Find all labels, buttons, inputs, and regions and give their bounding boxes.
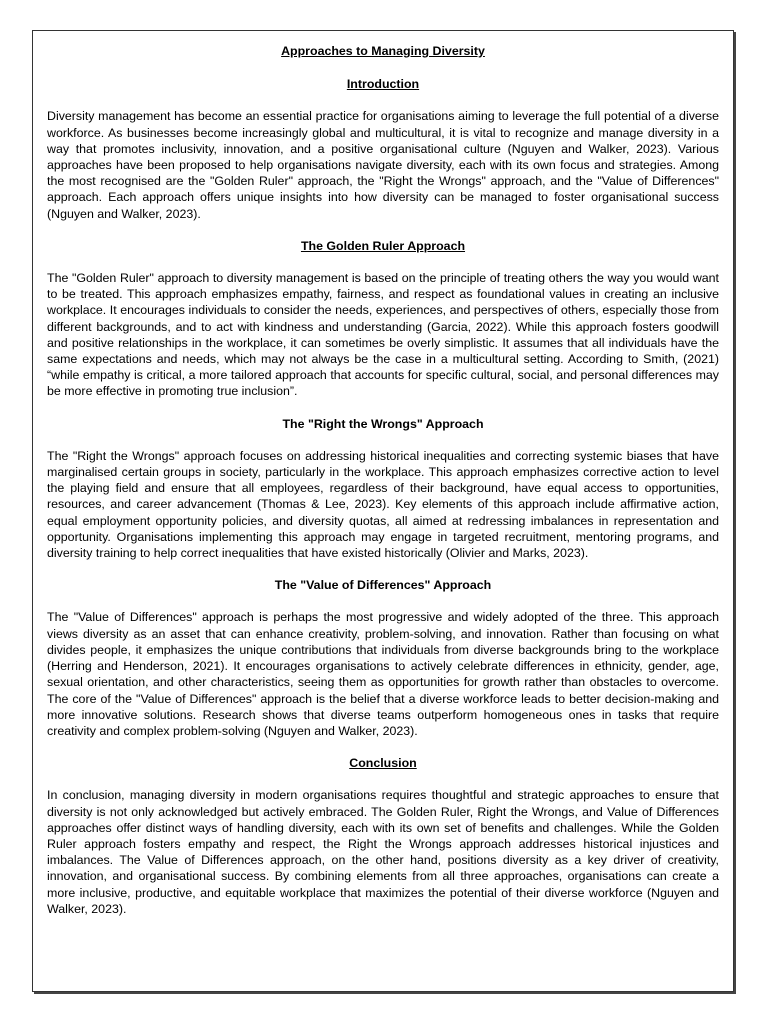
section-heading: Introduction: [346, 77, 420, 92]
section-introduction: [47, 76, 719, 222]
section-heading: The "Value of Differences" Approach: [274, 578, 492, 593]
section-golden-ruler: [47, 238, 719, 400]
section-paragraph: The "Right the Wrongs" approach focuses on addressing historical inequalities and correcting systemic biases that have marginalised certain groups in society, particularly in the workplace. This approach emphasizes corrective action to level the playing field and ensure that all employees, regardless of their background, have equal access to opportunities, resources, and career advancement (Thomas & Lee, 2023). Key elements of this approach include affirmative action, equal employment opportunity policies, and diversity quotas, all aimed at redressing imbalances in representation and opportunity. Organisations implementing this approach may engage in targeted recruitment, mentoring programs, and diversity training to help correct inequalities that have existed historically (Olivier and Marks, 2023).: [47, 448, 719, 561]
section-paragraph: In conclusion, managing diversity in modern organisations requires thoughtful and strategic approaches to ensure that diversity is not only acknowledged but actively embraced. The Golden Ruler, Right the Wrongs, and Value of Differences approaches offer distinct ways of handling diversity, each with its own set of benefits and challenges. While the Golden Ruler approach fosters empathy and respect, the Right the Wrongs approach addresses historical injustices and imbalances. The Value of Differences approach, on the other hand, positions diversity as a key driver of creativity, innovation, and organisational success. By combining elements from all three approaches, organisations can create a more inclusive, productive, and equitable workplace that maximizes the potential of their diverse workforce (Nguyen and Walker, 2023).: [47, 788, 719, 916]
section-right-the-wrongs: [47, 416, 719, 562]
section-heading: The Golden Ruler Approach: [300, 238, 466, 253]
document-title: Approaches to Managing Diversity: [281, 44, 485, 58]
section-heading: The "Right the Wrongs" Approach: [282, 416, 484, 431]
section-conclusion: [47, 755, 719, 917]
section-paragraph: The "Value of Differences" approach is perhaps the most progressive and widely adopted of the three. This approach views diversity as an asset that can enhance creativity, problem-solving, and innovation. Rather than focusing on what divides people, it emphasizes the unique contributions that individuals from diverse backgrounds bring to the workplace (Herring and Henderson, 2021). It encourages organisations to actively celebrate differences in ethnicity, gender, age, sexual orientation, and other characteristics, seeing them as opportunities for growth rather than obstacles to overcome. The core of the "Value of Differences" approach is the belief that a diverse workforce leads to better decision-making and more innovative solutions. Research shows that diverse teams outperform homogeneous ones in tasks that require creativity and complex problem-solving (Nguyen and Walker, 2023).: [47, 610, 719, 738]
section-paragraph: The "Golden Ruler" approach to diversity management is based on the principle of treating others the way you would want to be treated. This approach emphasizes empathy, fairness, and respect as foundational values in creating an inclusive workplace. It encourages individuals to consider the needs, experiences, and perspectives of others, especially those from different backgrounds, and to act with kindness and understanding (Garcia, 2022). While this approach fosters goodwill and positive relationships in the workplace, it can sometimes be overly simplistic. It assumes that all individuals have the same expectations and needs, which may not always be the case in a multicultural setting. According to Smith, (2021) “while empathy is critical, a more tailored approach that accounts for specific cultural, social, and personal differences may be more effective in promoting true inclusion”.: [47, 271, 719, 399]
document-body: [47, 43, 719, 917]
section-heading: Conclusion: [349, 756, 417, 771]
section-paragraph: Diversity management has become an essential practice for organisations aiming to leverage the full potential of a diverse workforce. As businesses become increasingly global and multicultural, it is vital to recognize and manage diversity in a way that promotes inclusivity, innovation, and a positive organisational culture (Nguyen and Walker, 2023). Various approaches have been proposed to help organisations navigate diversity, each with its own focus and strategies. Among the most recognised are the "Golden Ruler" approach, the "Right the Wrongs" approach, and the "Value of Differences" approach. Each approach offers unique insights into how diversity can be managed to foster organisational success (Nguyen and Walker, 2023).: [47, 109, 719, 221]
page-frame: [32, 30, 734, 992]
section-value-of-differences: [47, 577, 719, 739]
